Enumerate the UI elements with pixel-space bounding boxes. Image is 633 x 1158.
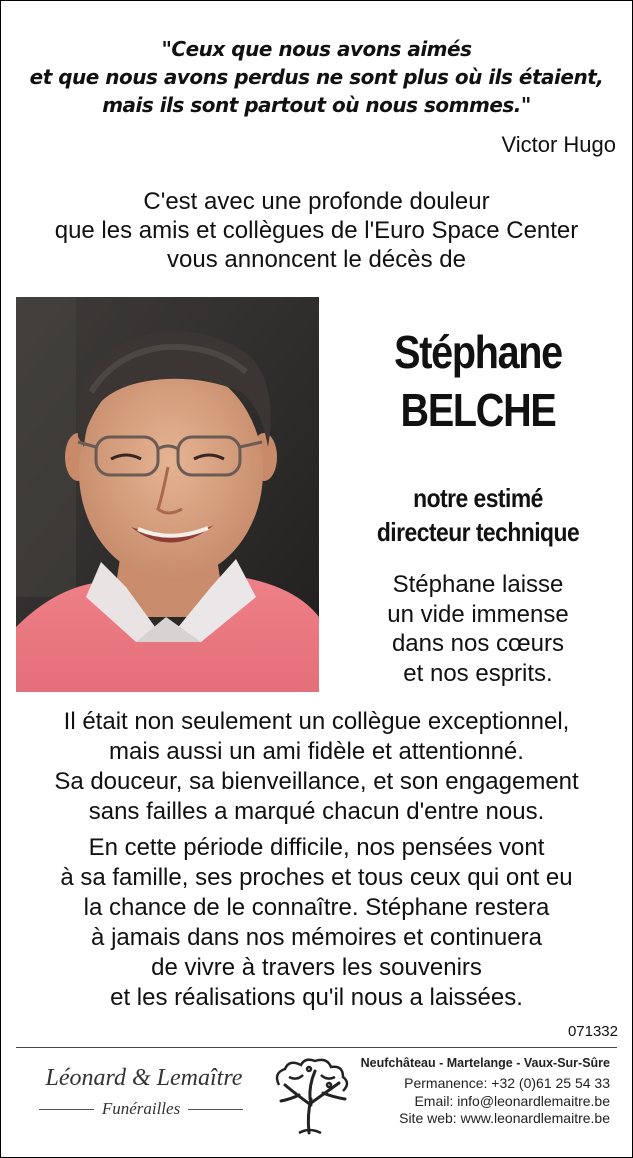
tribute-line: un vide immense: [387, 600, 569, 628]
tree-icon: [269, 1055, 353, 1135]
tribute-line: Stéphane laisse: [392, 571, 564, 598]
quote-line: "Ceux que nous avons aimés: [161, 37, 472, 61]
first-name: Stéphane: [394, 326, 562, 378]
announcement-intro: [1, 187, 632, 274]
tribute-line: et nos esprits.: [403, 659, 553, 687]
deceased-name: [353, 323, 602, 439]
divider: [39, 1109, 94, 1110]
intro-line: que les amis et collègues de l'Euro Space Center: [54, 217, 579, 244]
paragraph-line: la chance de le connaître. Stéphane restera: [83, 894, 550, 921]
last-name: BELCHE: [400, 384, 556, 436]
funeral-home-name: Léonard & Lemaître: [45, 1065, 243, 1091]
reference-number: 071332: [567, 1023, 618, 1040]
funeral-home-subtitle: [39, 1099, 243, 1119]
tribute-line: dans nos cœurs: [391, 630, 565, 657]
quote-line: et que nous avons perdus ne sont plus où ils étaient,: [29, 65, 604, 89]
paragraph-line: de vivre à travers les souvenirs: [151, 954, 482, 981]
tribute-paragraph-2: [1, 833, 632, 1013]
deceased-role: [350, 481, 605, 549]
website-line: Site web: www.leonardlemaitre.be: [399, 1110, 610, 1126]
intro-line: vous annoncent le décès de: [167, 246, 466, 273]
subtitle-text: Funérailles: [101, 1099, 181, 1118]
email-line: Email: info@leonardlemaitre.be: [414, 1092, 610, 1109]
quote: [1, 35, 632, 119]
paragraph-line: à jamais dans nos mémoires et continuera: [91, 924, 542, 951]
intro-line: C'est avec une profonde douleur: [143, 188, 490, 215]
paragraph-line: Il était non seulement un collègue exceptionnel,: [63, 708, 570, 735]
funeral-home-contact: [361, 1055, 610, 1128]
locations: Neufchâteau - Martelange - Vaux-Sur-Sûre: [360, 1056, 610, 1070]
divider: [16, 1047, 617, 1048]
quote-author: Victor Hugo: [501, 132, 616, 157]
phone-line: Permanence: +32 (0)61 25 54 33: [404, 1075, 610, 1091]
paragraph-line: Sa douceur, sa bienveillance, et son engagement: [54, 768, 579, 795]
tribute-short: [333, 570, 623, 688]
portrait-photo: [16, 297, 319, 692]
divider: [188, 1109, 243, 1110]
paragraph-line: à sa famille, ses proches et tous ceux qui ont eu: [60, 864, 573, 891]
paragraph-line: En cette période difficile, nos pensées vont: [88, 834, 545, 861]
role-line: notre estimé: [413, 483, 543, 513]
paragraph-line: mais aussi un ami fidèle et attentionné.: [109, 738, 524, 765]
tribute-paragraph-1: [1, 707, 632, 827]
role-line: directeur technique: [376, 517, 580, 547]
paragraph-line: et les réalisations qu'il nous a laissées.: [110, 984, 523, 1011]
quote-line: mais ils sont partout où nous sommes.": [102, 93, 531, 117]
paragraph-line: sans failles a marqué chacun d'entre nous.: [88, 798, 545, 825]
